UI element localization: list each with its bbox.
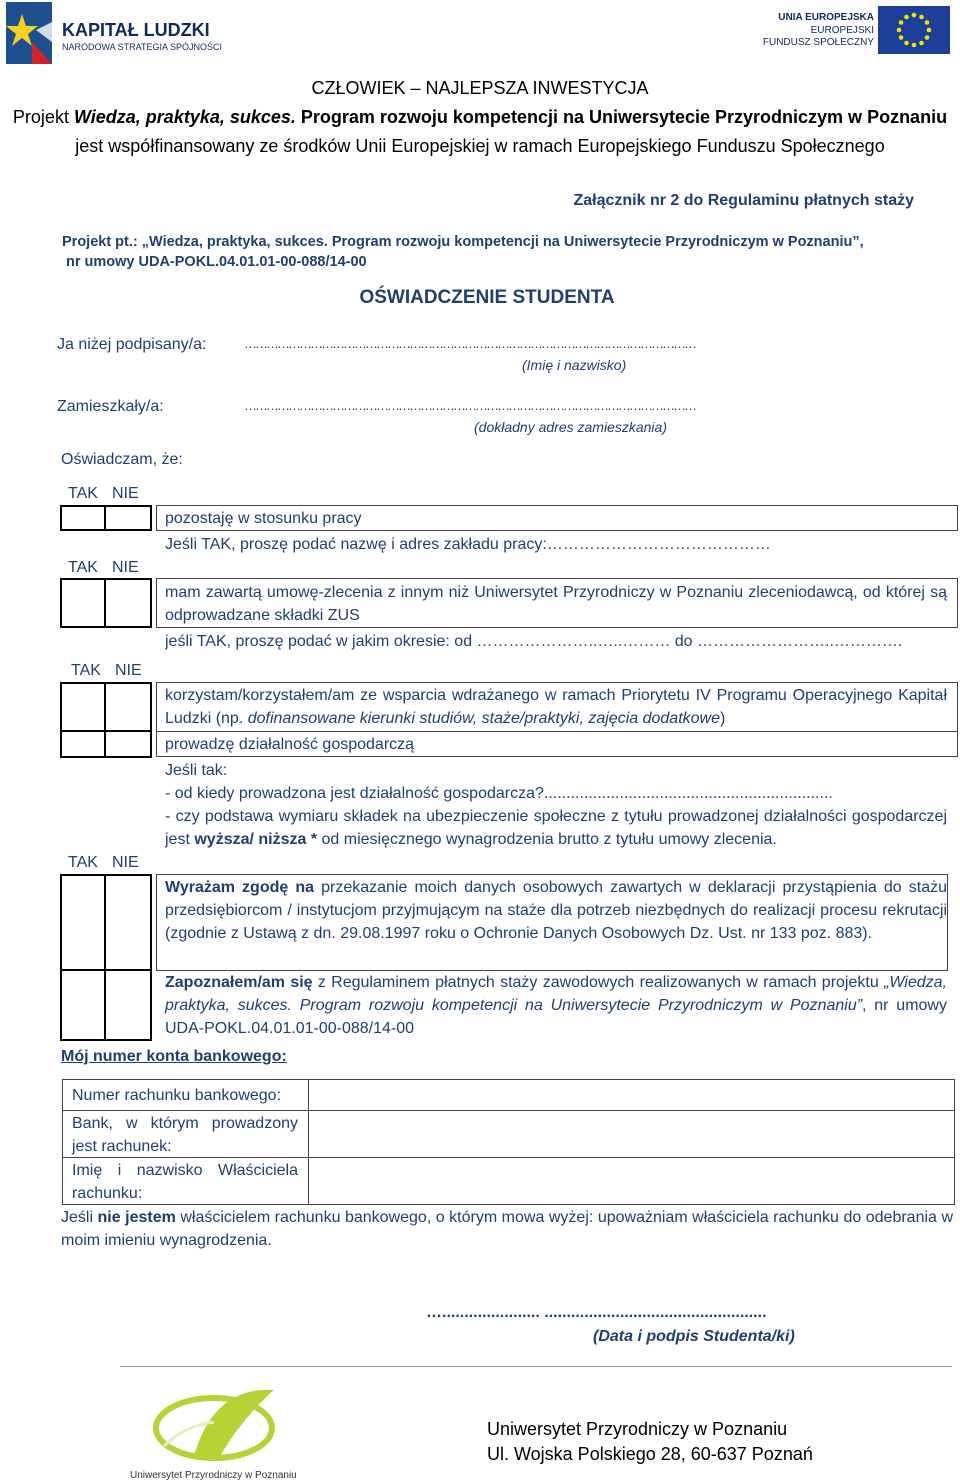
header-project-program: Program rozwoju kompetencji na Uniwersytecie Przyrodniczym w Poznaniu (295, 107, 948, 127)
regulations-text-b: , nr umowy UDA-POKL.04.01.01-00-088/14-00 (165, 997, 947, 1037)
eu-star-icon (925, 20, 930, 25)
checkbox-yes-contract[interactable] (60, 578, 106, 628)
header-project-line (0, 105, 960, 129)
header-project-prefix: Projekt (12, 107, 74, 127)
statement-contract-period: jeśli TAK, proszę podać w jakim okresie: od …………………..…..……… do ……………………..…………. (165, 633, 903, 650)
eu-star-icon (912, 13, 917, 18)
note-text-b: właścicielem rachunku bankowego, o którym mowa wyżej: upoważniam właściciela rachunku do odebrania w moim imieniu wynagrodzenia. (61, 1209, 953, 1249)
statement-employment-detail: Jeśli TAK, proszę podać nazwę i adres zakładu pracy:…………………………………… (165, 536, 771, 553)
eu-star-icon (919, 15, 924, 20)
project-title-line: Projekt pt.: „Wiedza, praktyka, sukces. Program rozwoju kompetencji na Uniwersytecie Przyrodniczym w Poznaniu”, (62, 234, 864, 250)
eu-efs-logo (764, 6, 952, 56)
bank-table-divider-row1 (62, 1110, 955, 1111)
regulations-text-a: z Regulaminem płatnych staży zawodowych realizowanych w ramach projektu (312, 974, 885, 991)
no-header-4: NIE (112, 854, 139, 871)
name-dots[interactable]: …………………………………………………………………………………………………………… (244, 336, 695, 351)
checkbox-yes-business[interactable] (60, 730, 106, 758)
eu-star-icon (904, 15, 909, 20)
bank-account-number-label: Numer rachunku bankowego: (72, 1087, 282, 1104)
footer-divider (120, 1366, 952, 1367)
checkbox-no-contract[interactable] (104, 578, 152, 628)
statement-business-contribution (165, 805, 947, 851)
kapital-ludzki-subtitle: NARODOWA STRATEGIA SPÓJNOŚCI (62, 42, 223, 52)
eu-logo-line3: FUNDUSZ SPOŁECZNY (762, 37, 874, 48)
eu-logo-line2: EUROPEJSKI (810, 25, 874, 36)
header-project-name: Wiedza, praktyka, sukces. (73, 107, 296, 127)
eu-star-icon (912, 43, 917, 48)
yes-header-4: TAK (68, 854, 98, 871)
statement-contract: mam zawartą umowę-zlecenia z innym niż Uniwersytet Przyrodniczy w Poznaniu zleceniodawcą, od której są odprowadzane składki ZUS (165, 584, 947, 624)
eu-star-icon (925, 35, 930, 40)
footer-address: Ul. Wojska Polskiego 28, 60-637 Poznań (487, 1444, 813, 1464)
statement-data-consent (165, 876, 947, 945)
checkbox-no-business[interactable] (104, 730, 152, 758)
checkbox-yes-pokl-support[interactable] (60, 682, 106, 732)
name-label: Ja niżej podpisany/a: (57, 336, 207, 353)
yes-header-3: TAK (71, 662, 101, 679)
header-slogan: CZŁOWIEK – NAJLEPSZA INWESTYCJA (311, 78, 649, 98)
university-logo-text: Uniwersytet Przyrodniczy w Poznaniu (130, 1470, 297, 1481)
checkbox-yes-employment[interactable] (60, 505, 106, 531)
kapital-ludzki-logo (6, 2, 223, 64)
signature-caption: (Data i podpis Studenta/ki) (593, 1328, 795, 1345)
contribution-text-a: - czy podstawa wymiaru składek na ubezpieczenie społeczne z tytułu prowadzonej działalności gospodarczej jest (165, 808, 947, 848)
checkbox-yes-data-consent[interactable] (60, 874, 106, 971)
statement-business: prowadzę działalność gospodarczą (165, 736, 415, 753)
eu-star-icon (904, 41, 909, 46)
bank-authorization-note (61, 1206, 953, 1252)
statement-pokl-text: korzystam/korzystałem/am ze wsparcia wdrażanego w ramach Priorytetu IV Programu Operacyjnego Kapitał Ludzki (np. (165, 687, 947, 727)
statement-pokl-end: ) (719, 710, 726, 727)
account-owner-input[interactable] (312, 1160, 952, 1202)
eu-star-icon (899, 35, 904, 40)
header-cofinancing-line: jest współfinansowany ze środków Unii Europejskiej w ramach Europejskiego Funduszu Społecznego (75, 136, 885, 156)
university-leaf-icon (124, 1376, 304, 1468)
footer-university-name: Uniwersytet Przyrodniczy w Poznaniu (487, 1419, 788, 1439)
no-header-2: NIE (112, 559, 139, 576)
kapital-ludzki-emblem-icon (6, 2, 56, 64)
address-label: Zamieszkały/a: (57, 398, 164, 415)
contribution-higher-lower: wyższa/ niższa * (194, 831, 318, 848)
statement-regulations (165, 971, 947, 1040)
statement-business-since: - od kiedy prowadzona jest działalność gospodarcza?................................................................. (165, 785, 833, 802)
statement-pokl-examples: dofinansowane kierunki studiów, staże/praktyki, zajęcia dodatkowe (247, 710, 720, 727)
bank-table-divider-vertical (308, 1079, 309, 1205)
checkbox-no-pokl-support[interactable] (104, 682, 152, 732)
account-owner-label: Imię i nazwisko Właściciela rachunku: (72, 1162, 298, 1202)
attachment-label: Załącznik nr 2 do Regulaminu płatnych staży (573, 192, 914, 209)
consent-bold: Wyrażam zgodę na (165, 879, 315, 896)
kapital-ludzki-title: KAPITAŁ LUDZKI (62, 20, 210, 40)
university-logo (124, 1376, 304, 1482)
checkbox-no-employment[interactable] (104, 505, 152, 531)
yes-header-2: TAK (68, 559, 98, 576)
note-bold: nie jestem (97, 1209, 176, 1226)
checkbox-yes-regulations[interactable] (60, 969, 106, 1041)
statement-business-if-yes: Jeśli tak: (165, 762, 228, 779)
contribution-text-b: od miesięcznego wynagrodzenia brutto z tytułu umowy zlecenia. (317, 831, 777, 848)
signature-dots[interactable]: …...................... .................................................. (426, 1304, 767, 1321)
eu-star-icon (897, 28, 902, 33)
name-caption: (Imię i nazwisko) (522, 357, 627, 373)
consent-text: przekazanie moich danych osobowych zawartych w deklaracji przystąpienia do stażu przedsiębiorcom / instytucjom przyjmującym na staże dla potrzeb niezbędnych do realizacji procesu rekrutacji (zgodnie z Ustawą z dn. 29.08.1997 roku o Ochronie Danych Osobowych Dz. Ust. nr 133 poz. 883). (165, 879, 947, 942)
no-header-3: NIE (115, 662, 142, 679)
eu-star-icon (899, 20, 904, 25)
eu-star-icon (927, 28, 932, 33)
statement-employment: pozostaję w stosunku pracy (165, 510, 362, 527)
eu-star-icon (919, 41, 924, 46)
note-text-a: Jeśli (61, 1209, 98, 1226)
bank-account-number-input[interactable] (312, 1082, 952, 1108)
address-dots[interactable]: …………………………………………………………………………………………………………… (244, 398, 695, 413)
bank-name-input[interactable] (312, 1113, 952, 1155)
bank-name-label: Bank, w którym prowadzony jest rachunek: (72, 1115, 298, 1155)
statement-pokl-support (165, 684, 947, 730)
regulations-project: „Wiedza, praktyka, sukces. Program rozwoju kompetencji na Uniwersytecie Przyrodniczym w Poznaniu” (165, 974, 947, 1014)
checkbox-no-regulations[interactable] (104, 969, 152, 1041)
document-title: OŚWIADCZENIE STUDENTA (359, 287, 615, 308)
address-caption: (dokładny adres zamieszkania) (474, 419, 667, 435)
yes-header-1: TAK (68, 485, 98, 502)
no-header-1: NIE (112, 485, 139, 502)
checkbox-no-data-consent[interactable] (104, 874, 152, 971)
regulations-bold: Zapoznałem/am się (165, 974, 313, 991)
bank-heading: Mój numer konta bankowego: (61, 1048, 287, 1065)
project-contract-line: nr umowy UDA-POKL.04.01.01-00-088/14-00 (66, 254, 367, 270)
eu-flag-icon (878, 6, 950, 54)
eu-logo-line1: UNIA EUROPEJSKA (778, 12, 874, 23)
declare-label: Oświadczam, że: (61, 451, 183, 468)
